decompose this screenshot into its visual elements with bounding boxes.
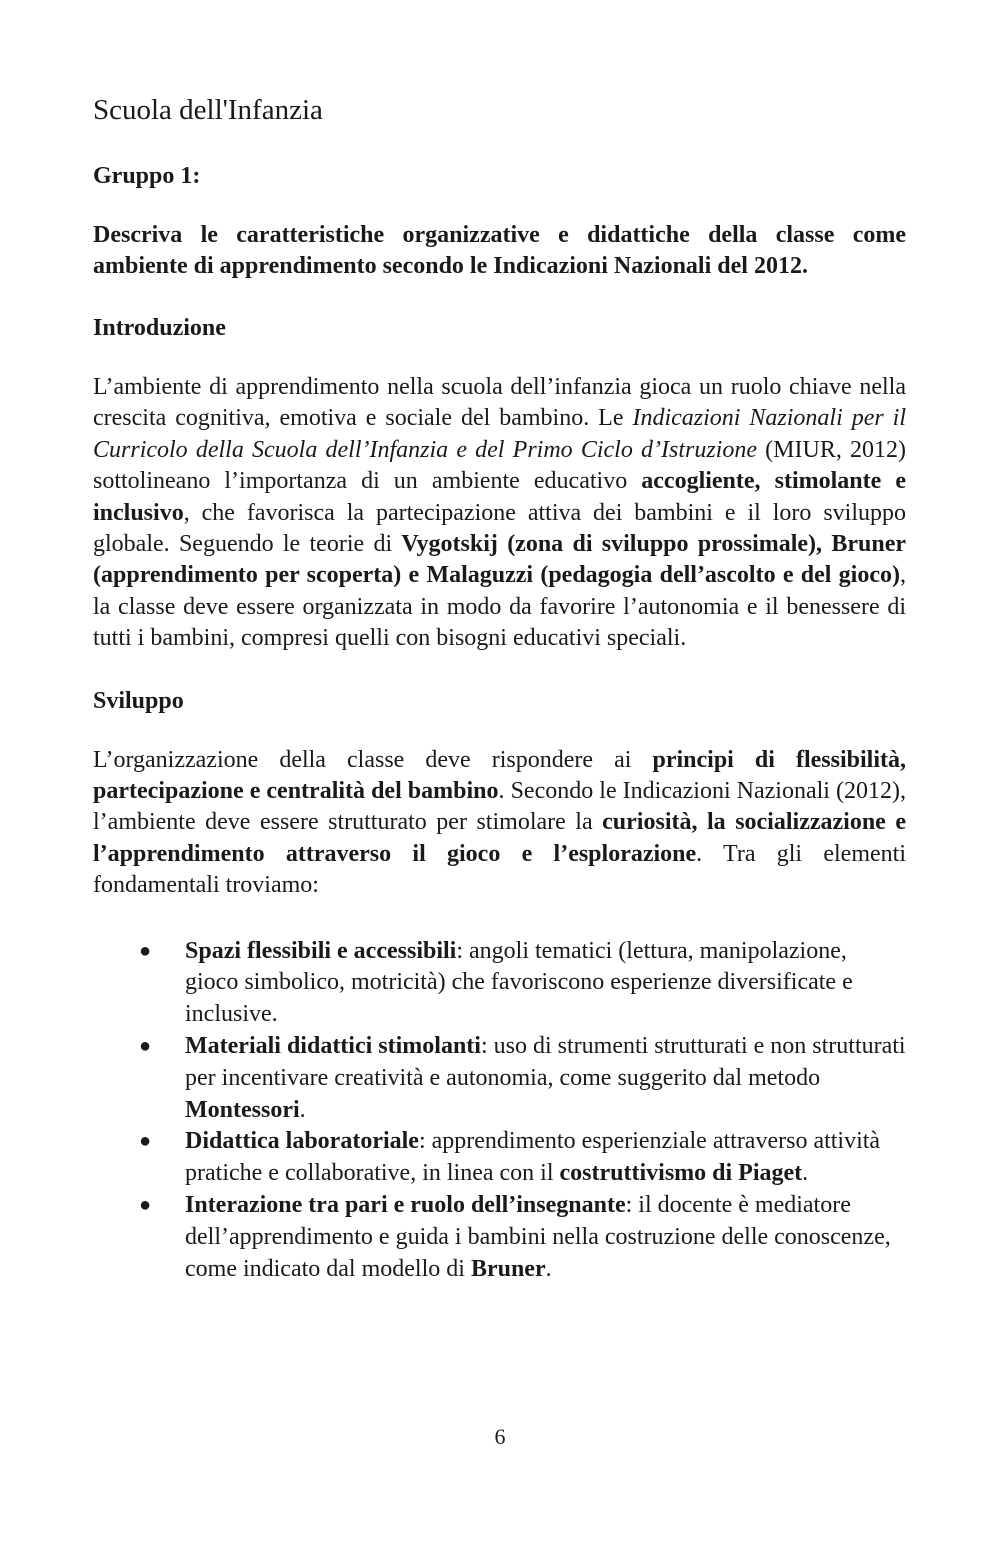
bullet-tail: . — [299, 1096, 306, 1123]
bullet-list — [93, 936, 906, 1286]
intro-italic-title: Indicazioni Nazionali per il Curricolo della Scuola dell’Infanzia e del Primo Ciclo d’Istruzione — [93, 405, 906, 463]
page-number: 6 — [494, 1424, 506, 1449]
bullet-term: Spazi flessibili e accessibili — [185, 937, 457, 964]
bullet-tail-bold: costruttivismo di Piaget — [559, 1160, 803, 1187]
development-text-2: . Secondo le Indicazioni Nazionali (2012), l’ambiente deve essere strutturato per stimolare la — [93, 778, 907, 836]
bullet-text: : angoli tematici (lettura, manipolazione, gioco simbolico, motricità) che favoriscono esperienze diversificate e inclusive. — [185, 937, 853, 1028]
list-item — [93, 936, 906, 1031]
development-bold-2: curiosità, la socializzazione e l’apprendimento attraverso il gioco e l’esplorazione — [93, 809, 906, 867]
page-title: Scuola dell'Infanzia — [93, 94, 323, 126]
intro-text-1: L’ambiente di apprendimento nella scuola dell’infanzia gioca un ruolo chiave nella crescita cognitiva, emotiva e sociale del bambino. Le — [93, 374, 906, 432]
list-item — [93, 1190, 906, 1285]
bullet-icon: ● — [139, 1130, 152, 1153]
development-text-3: . Tra gli elementi fondamentali troviamo: — [93, 840, 906, 899]
bullet-tail-bold: Bruner — [470, 1255, 546, 1282]
development-heading: Sviluppo — [93, 687, 184, 714]
bullet-icon: ● — [139, 939, 152, 962]
bullet-icon: ● — [139, 1194, 152, 1217]
development-text-1: L’organizzazione della classe deve rispondere ai — [93, 746, 653, 773]
intro-heading: Introduzione — [93, 315, 226, 341]
intro-bold-1: accogliente, stimolante e inclusivo — [93, 468, 906, 526]
intro-bold-2: Vygotskij (zona di sviluppo prossimale), Bruner (apprendimento per scoperta) e Malaguzzi (pedagogia dell’ascolto e del gioco) — [93, 531, 906, 589]
document-page — [93, 88, 906, 1285]
development-paragraph — [93, 745, 906, 902]
bullet-term: Didattica laboratoriale — [185, 1128, 419, 1155]
list-item — [93, 1126, 906, 1190]
bullet-term: Interazione tra pari e ruolo dell’insegnante — [185, 1192, 626, 1219]
intro-text-3: , che favorisca la partecipazione attiva dei bambini e il loro sviluppo globale. Seguendo le teorie di — [93, 499, 906, 558]
intro-text-4: , la classe deve essere organizzata in modo da favorire l’autonomia e il benessere di tutti i bambini, compresi quelli con bisogni educativi speciali. — [93, 562, 906, 652]
bullet-term: Materiali didattici stimolanti — [185, 1033, 481, 1060]
bullet-tail: . — [545, 1255, 552, 1282]
bullet-tail: . — [802, 1160, 809, 1187]
question-text: Descriva le caratteristiche organizzative e didattiche della classe come ambiente di apprendimento secondo le Indicazioni Nazionali del 2012. — [93, 222, 906, 279]
bullet-tail-bold: Montessori — [185, 1096, 300, 1123]
intro-text-2: (MIUR, 2012) sottolineano l’importanza di un ambiente educativo — [93, 436, 907, 495]
intro-paragraph — [93, 372, 906, 655]
bullet-text: : il docente è mediatore dell’apprendimento e guida i bambini nella costruzione delle conoscenze, come indicato dal modello di — [185, 1192, 891, 1282]
bullet-icon: ● — [139, 1035, 152, 1058]
bullet-text: : uso di strumenti strutturati e non strutturati per incentivare creatività e autonomia, come suggerito dal metodo — [185, 1033, 906, 1091]
bullet-text: : apprendimento esperienziale attraverso attività pratiche e collaborative, in linea con il — [185, 1128, 881, 1187]
group-label: Gruppo 1: — [93, 163, 201, 189]
list-item — [93, 1031, 906, 1126]
development-bold-1: principi di flessibilità, partecipazione e centralità del bambino — [93, 746, 906, 805]
